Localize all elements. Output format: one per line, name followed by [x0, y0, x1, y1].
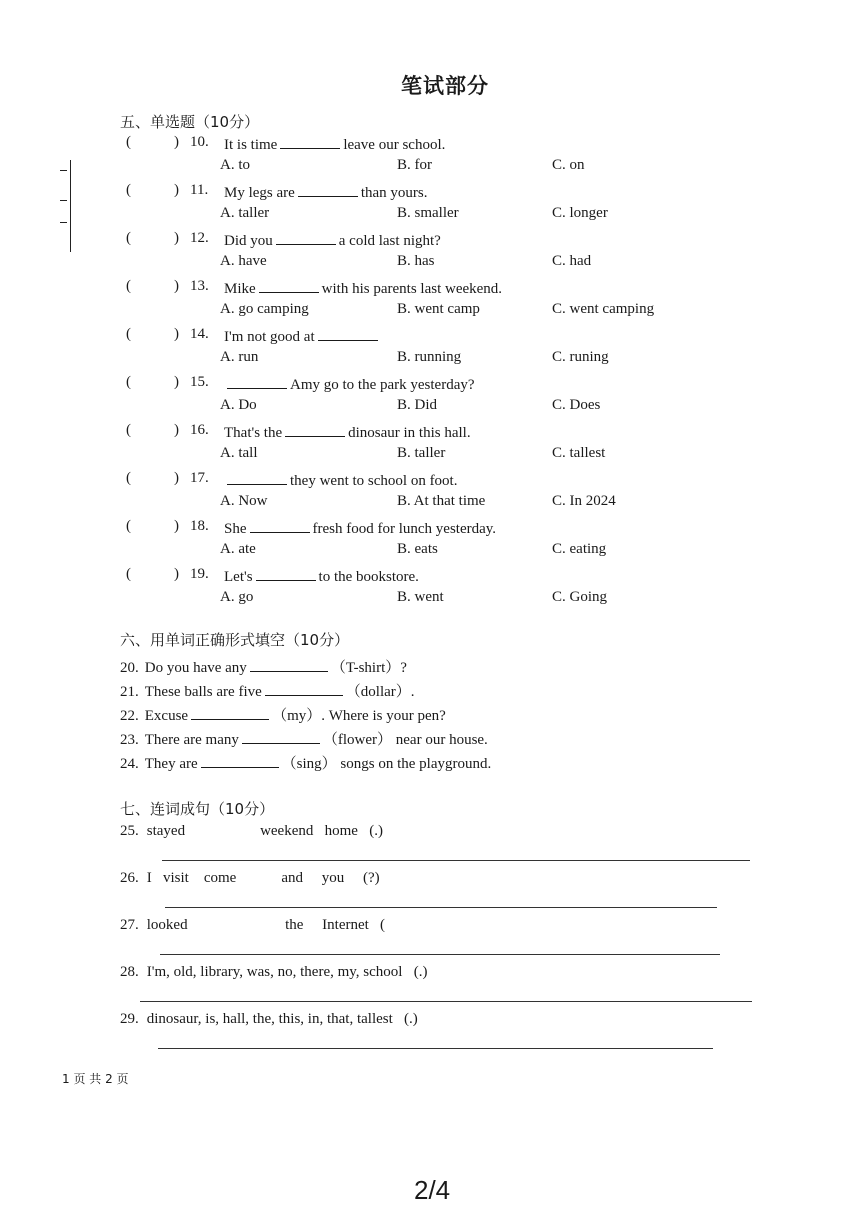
- section-heading-sentence-building: 七、连词成句（10分）: [120, 800, 275, 818]
- question-stem-before: That's the: [224, 425, 283, 441]
- word-list: looked the Internet (: [146, 917, 386, 933]
- margin-tick: [60, 222, 67, 223]
- question-number: 29.: [120, 1011, 139, 1027]
- option-b[interactable]: B. went camp: [397, 301, 480, 317]
- question-number: 17.: [190, 470, 209, 486]
- option-c[interactable]: C. eating: [552, 541, 607, 557]
- question-stem-after: Amy go to the park yesterday?: [290, 377, 475, 393]
- answer-bracket-close: ): [174, 374, 179, 390]
- answer-line[interactable]: [140, 1001, 752, 1002]
- answer-bracket-open: (: [126, 470, 131, 486]
- answer-bracket-open: (: [126, 422, 131, 438]
- question-number: 26.: [120, 870, 139, 886]
- option-b[interactable]: B. taller: [397, 445, 446, 461]
- question-number: 12.: [190, 230, 209, 246]
- question-stem: [224, 470, 457, 490]
- answer-blank[interactable]: [259, 278, 319, 293]
- option-c[interactable]: C. tallest: [552, 445, 606, 461]
- answer-bracket-close: ): [174, 518, 179, 534]
- question-stem: [224, 374, 475, 394]
- option-b[interactable]: B. At that time: [397, 493, 486, 509]
- question-stem-after: fresh food for lunch yesterday.: [312, 521, 497, 537]
- option-c[interactable]: C. went camping: [552, 301, 655, 317]
- answer-line[interactable]: [165, 907, 717, 908]
- option-a[interactable]: A. have: [220, 253, 267, 269]
- answer-bracket-close: ): [174, 326, 179, 342]
- question-stem-after: with his parents last weekend.: [321, 281, 503, 297]
- question-number: 21.: [120, 684, 139, 700]
- question-stem-after: （my）. Where is your pen?: [272, 708, 446, 724]
- question-number: 19.: [190, 566, 209, 582]
- sentence-row: [120, 917, 385, 934]
- option-a[interactable]: A. taller: [220, 205, 270, 221]
- answer-blank[interactable]: [191, 705, 269, 720]
- option-b[interactable]: B. running: [397, 349, 462, 365]
- fill-in-row: [120, 752, 491, 773]
- question-stem-before: There are many: [144, 732, 239, 748]
- page-title: 笔试部分: [401, 74, 489, 98]
- answer-bracket-open: (: [126, 518, 131, 534]
- question-stem-before: Mike: [224, 281, 256, 297]
- answer-blank[interactable]: [276, 230, 336, 245]
- question-stem: [224, 566, 419, 586]
- option-b[interactable]: B. for: [397, 157, 432, 173]
- answer-blank[interactable]: [242, 729, 320, 744]
- section-heading-single-choice: 五、单选题（10分）: [120, 113, 260, 131]
- option-a[interactable]: A. Do: [220, 397, 257, 413]
- question-stem-before: My legs are: [224, 185, 295, 201]
- option-a[interactable]: A. go camping: [220, 301, 309, 317]
- option-c[interactable]: C. Does: [552, 397, 601, 413]
- option-c[interactable]: C. had: [552, 253, 592, 269]
- word-list: I'm, old, library, was, no, there, my, school (.): [146, 964, 428, 980]
- option-a[interactable]: A. run: [220, 349, 259, 365]
- fill-in-row: [120, 656, 407, 677]
- answer-bracket-close: ): [174, 278, 179, 294]
- question-number: 10.: [190, 134, 209, 150]
- option-c[interactable]: C. Going: [552, 589, 608, 605]
- binding-margin-mark: [60, 160, 71, 252]
- question-stem: [224, 326, 381, 346]
- option-a[interactable]: A. to: [220, 157, 250, 173]
- option-c[interactable]: C. longer: [552, 205, 608, 221]
- question-number: 24.: [120, 756, 139, 772]
- option-b[interactable]: B. smaller: [397, 205, 459, 221]
- answer-blank[interactable]: [250, 657, 328, 672]
- option-c[interactable]: C. on: [552, 157, 585, 173]
- option-c[interactable]: C. In 2024: [552, 493, 616, 509]
- answer-bracket-close: ): [174, 182, 179, 198]
- page-number: 2/4: [414, 1175, 451, 1205]
- word-list: stayed weekend home (.): [146, 823, 383, 839]
- question-stem-after: （T-shirt）?: [330, 660, 407, 676]
- margin-tick: [60, 200, 67, 201]
- question-stem-after: than yours.: [360, 185, 428, 201]
- section-heading-fill-in: 六、用单词正确形式填空（10分）: [120, 631, 350, 649]
- fill-in-row: [120, 728, 488, 749]
- question-stem: [224, 518, 496, 538]
- question-number: 22.: [120, 708, 139, 724]
- question-stem-before: Let's: [224, 569, 253, 585]
- question-number: 15.: [190, 374, 209, 390]
- margin-tick: [60, 170, 67, 171]
- question-stem-after: leave our school.: [343, 137, 446, 153]
- question-stem-before: Excuse: [144, 708, 189, 724]
- answer-bracket-open: (: [126, 134, 131, 150]
- question-number: 25.: [120, 823, 139, 839]
- question-stem: [224, 134, 445, 154]
- question-number: 13.: [190, 278, 209, 294]
- answer-blank[interactable]: [265, 681, 343, 696]
- option-b[interactable]: B. eats: [397, 541, 438, 557]
- question-stem-after: dinosaur in this hall.: [348, 425, 471, 441]
- sentence-row: [120, 964, 427, 981]
- answer-line[interactable]: [158, 1048, 713, 1049]
- answer-blank[interactable]: [298, 182, 358, 197]
- question-number: 16.: [190, 422, 209, 438]
- page-footer: 1 页 共 2 页: [62, 1072, 129, 1086]
- answer-line[interactable]: [160, 954, 720, 955]
- answer-blank[interactable]: [227, 470, 287, 485]
- sentence-row: [120, 870, 380, 887]
- question-number: 20.: [120, 660, 139, 676]
- question-stem-before: These balls are five: [144, 684, 262, 700]
- question-stem-before: They are: [144, 756, 198, 772]
- question-number: 14.: [190, 326, 209, 342]
- answer-bracket-close: ): [174, 230, 179, 246]
- question-number: 27.: [120, 917, 139, 933]
- answer-bracket-close: ): [174, 470, 179, 486]
- answer-bracket-open: (: [126, 566, 131, 582]
- option-a[interactable]: A. Now: [220, 493, 268, 509]
- answer-bracket-close: ): [174, 422, 179, 438]
- option-a[interactable]: A. go: [220, 589, 254, 605]
- question-stem-before: Did you: [224, 233, 273, 249]
- answer-blank[interactable]: [256, 566, 316, 581]
- word-list: I visit come and you (?): [146, 870, 380, 886]
- answer-blank[interactable]: [285, 422, 345, 437]
- option-b[interactable]: B. has: [397, 253, 435, 269]
- answer-blank[interactable]: [201, 753, 279, 768]
- word-list: dinosaur, is, hall, the, this, in, that, tallest (.): [146, 1011, 418, 1027]
- answer-bracket-open: (: [126, 182, 131, 198]
- answer-bracket-open: (: [126, 326, 131, 342]
- question-stem-before: I'm not good at: [224, 329, 315, 345]
- sentence-row: [120, 823, 383, 840]
- question-stem-before: It is time: [224, 137, 278, 153]
- question-stem-after: to the bookstore.: [318, 569, 419, 585]
- question-stem-after: （dollar）.: [345, 684, 415, 700]
- answer-blank[interactable]: [318, 326, 378, 341]
- answer-line[interactable]: [162, 860, 750, 861]
- question-number: 28.: [120, 964, 139, 980]
- question-stem: [224, 230, 441, 250]
- question-stem: [224, 422, 471, 442]
- question-stem-after: a cold last night?: [338, 233, 441, 249]
- answer-bracket-close: ): [174, 566, 179, 582]
- option-c[interactable]: C. runing: [552, 349, 609, 365]
- answer-bracket-open: (: [126, 374, 131, 390]
- question-stem: [224, 182, 427, 202]
- question-number: 11.: [190, 182, 209, 198]
- question-number: 18.: [190, 518, 209, 534]
- question-stem-after: they went to school on foot.: [290, 473, 458, 489]
- answer-blank[interactable]: [250, 518, 310, 533]
- question-stem-before: Do you have any: [144, 660, 247, 676]
- answer-bracket-open: (: [126, 230, 131, 246]
- question-number: 23.: [120, 732, 139, 748]
- option-a[interactable]: A. ate: [220, 541, 256, 557]
- question-stem-before: She: [224, 521, 247, 537]
- sentence-row: [120, 1011, 418, 1028]
- question-stem-after: （flower） near our house.: [322, 732, 488, 748]
- question-stem-after: （sing） songs on the playground.: [281, 756, 492, 772]
- option-b[interactable]: B. Did: [397, 397, 438, 413]
- option-b[interactable]: B. went: [397, 589, 444, 605]
- fill-in-row: [120, 704, 446, 725]
- question-stem: [224, 278, 502, 298]
- answer-blank[interactable]: [227, 374, 287, 389]
- fill-in-row: [120, 680, 415, 701]
- option-a[interactable]: A. tall: [220, 445, 258, 461]
- answer-bracket-close: ): [174, 134, 179, 150]
- answer-bracket-open: (: [126, 278, 131, 294]
- answer-blank[interactable]: [280, 134, 340, 149]
